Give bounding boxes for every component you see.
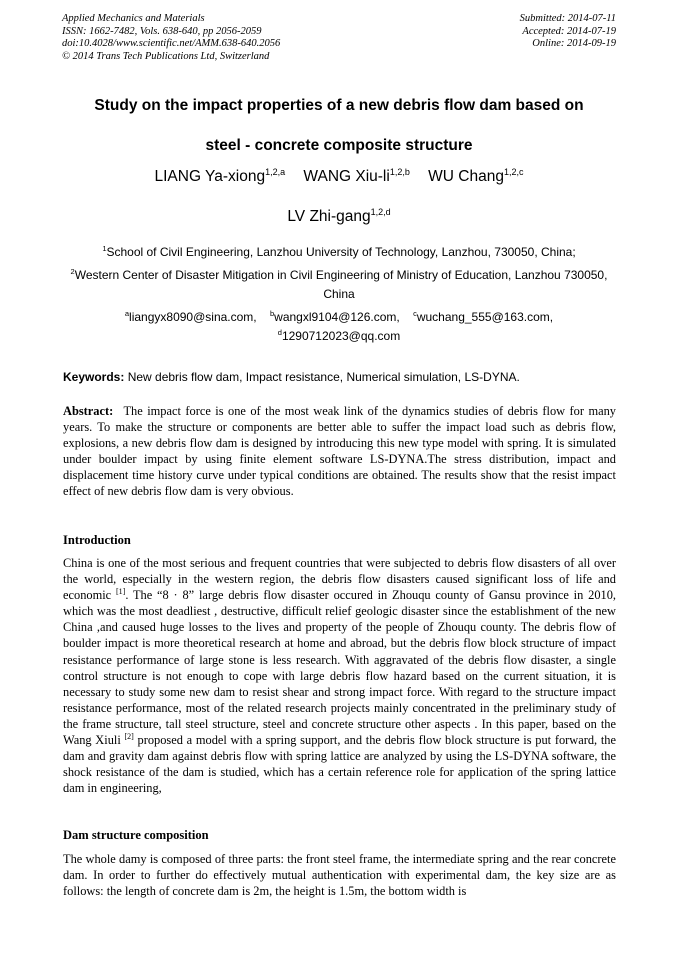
author [155, 166, 286, 188]
citation-1: [1] [115, 587, 126, 597]
intro-part-3: proposed a model with a spring support, and the debris flow block structure is put forward, the dam and gravity dam against debris flow with spring lattice are analyzed by using the LS-DYNA software, the shock resistance of the dam is studied, which has a certain reference role for application of the spring lattice dam in engineering, [63, 733, 616, 796]
author-row-1 [40, 166, 638, 206]
journal-info [62, 13, 280, 63]
publication-dates [520, 13, 616, 51]
author-name: WU Chang [428, 168, 504, 185]
affiliation-item [70, 266, 608, 304]
keywords [63, 369, 616, 385]
email-address: wangxl9104@126.com, [274, 310, 400, 324]
author-affiliation-mark: 1,2,b [389, 167, 410, 177]
affiliation-mark: 2 [70, 267, 75, 276]
email-address: wuchang_555@163.com, [416, 310, 554, 324]
affiliation-item [70, 243, 608, 262]
keywords-label: Keywords: [63, 370, 125, 384]
author-row-2 [40, 206, 638, 246]
accepted-date: Accepted: 2014-07-19 [522, 25, 616, 37]
abstract-text: The impact force is one of the most weak link of the dynamics studies of debris flow for many years. To make the structure or components are better able to suffer the impact load such as debris flow, explosions, a new debris flow dam is designed by introducing this new type model with spring. It is simulated under boulder impact by using finite element software LS-DYNA.The stress distribution, impact and displacement time history curve under typical conditions are obtained. The results show that the resist impact effect of new debris flow dam is very obvious. [63, 404, 616, 499]
email-mark: d [277, 328, 282, 337]
submitted-date: Submitted: 2014-07-11 [519, 13, 616, 24]
online-date: Online: 2014-09-19 [532, 38, 616, 50]
dam-structure-heading: Dam structure composition [63, 828, 209, 842]
author [428, 166, 523, 188]
email-item [278, 327, 400, 346]
affiliation-mark: 1 [102, 244, 107, 253]
journal-doi: doi:10.4028/www.scientific.net/AMM.638-640.2056 [62, 38, 281, 50]
author-affiliation-mark: 1,2,d [370, 207, 391, 217]
introduction-heading: Introduction [63, 533, 131, 547]
email-list [70, 308, 608, 346]
affiliation-text: Western Center of Disaster Mitigation in Civil Engineering of Ministry of Education, Lanzhou 730050, China [74, 268, 608, 301]
introduction-text [63, 555, 616, 796]
author [287, 206, 390, 228]
author-name: WANG Xiu-li [303, 168, 390, 185]
journal-name: Applied Mechanics and Materials [62, 13, 205, 24]
paper-title [40, 86, 638, 166]
intro-part-2: . The “8 · 8” large debris flow disaster occured in Zhouqu county of Gansu province in 2010, which was the most deadliest , destructive, difficult relief geologic disaster since the establishment of the new China ,and caused huge losses to the lives and property of the people of Zhouqu county. The debris flow of boulder impact is more theoretical research at home and abroad, but the debris flow block structure of impact resistance performance of large stone is less research. With aggravated of the debris flow disaster, a single control structure is not enough to cope with large debris flow hazard based on the current situation, it is necessary to study some new dam to resist shear and strong impact force. With regard to the structure impact resistance performance, most of the related research projects mainly concentrated in the preliminary study of the frame structure, tall steel structure, steel and concrete structure other aspects . In this paper, based on the Wang Xiuli [63, 588, 616, 748]
title-line-2: steel - concrete composite structure [205, 137, 473, 154]
author-affiliation-mark: 1,2,a [265, 167, 286, 177]
email-address: 1290712023@qq.com [281, 329, 401, 343]
email-mark: b [269, 309, 275, 318]
email-mark: c [413, 309, 417, 318]
abstract [63, 403, 616, 500]
dam-structure-text: The whole damy is composed of three parts: the front steel frame, the intermediate spring and the rear concrete dam. In order to further do effectively mutual authentication with experimental dam, the key size are as follows: the length of concrete dam is 2m, the height is 1.5m, the bottom width is [63, 852, 616, 899]
email-item [270, 308, 400, 327]
author-name: LV Zhi-gang [287, 208, 371, 225]
abstract-label: Abstract: [63, 404, 114, 418]
journal-copyright: © 2014 Trans Tech Publications Ltd, Switzerland [62, 50, 270, 62]
affiliation-text: School of Civil Engineering, Lanzhou University of Technology, Lanzhou, 730050, China; [106, 245, 576, 259]
author [303, 166, 409, 188]
title-line-1: Study on the impact properties of a new debris flow dam based on [94, 97, 584, 114]
keywords-text: New debris flow dam, Impact resistance, Numerical simulation, LS-DYNA. [124, 370, 520, 384]
email-address: liangyx8090@sina.com, [129, 310, 257, 324]
email-item [125, 308, 257, 327]
affiliations [70, 243, 608, 346]
citation-2: [2] [124, 732, 134, 742]
author-name: LIANG Ya-xiong [154, 168, 266, 185]
author-list [40, 166, 638, 246]
email-item [413, 308, 553, 327]
email-mark: a [124, 309, 130, 318]
intro-part-1: China is one of the most serious and frequent countries that were subjected to debris flow disasters of all over the world, especially in the western region, the debris flow disasters caused significant loss of life and economic [63, 556, 616, 603]
author-affiliation-mark: 1,2,c [503, 167, 524, 177]
journal-issn: ISSN: 1662-7482, Vols. 638-640, pp 2056-2059 [62, 25, 262, 37]
